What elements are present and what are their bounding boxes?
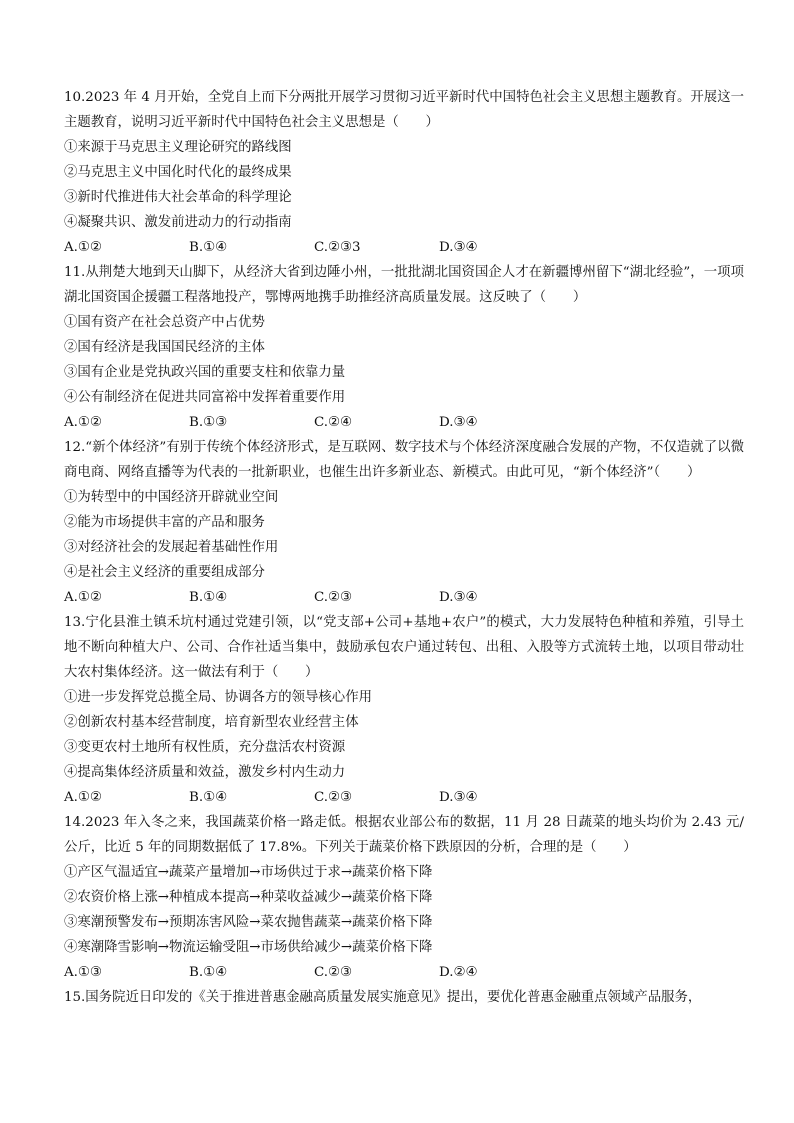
option-2: ②国有经济是我国国民经济的主体 (64, 340, 265, 355)
choice-a: A.①② (64, 415, 102, 430)
option-2: ②能为市场提供丰富的产品和服务 (64, 515, 265, 530)
option-1: ①产区气温适宜→蔬菜产量增加→市场供过于求→蔬菜价格下降 (64, 865, 433, 880)
choice-a: A.①③ (64, 965, 102, 980)
option-3: ③变更农村土地所有权性质，充分盘活农村资源 (64, 740, 346, 755)
option-2: ②马克思主义中国化时代化的最终成果 (64, 165, 292, 180)
option-4: ④是社会主义经济的重要组成部分 (64, 565, 265, 580)
choice-b: B.①④ (189, 790, 228, 805)
option-3: ③新时代推进伟大社会革命的科学理论 (64, 190, 292, 205)
choice-c: C.②④ (314, 415, 353, 430)
option-1: ①来源于马克思主义理论研究的路线图 (64, 140, 292, 155)
option-2: ②创新农村基本经营制度，培育新型农业经营主体 (64, 715, 359, 730)
question-11 (64, 260, 744, 435)
choice-d: D.③④ (439, 790, 478, 805)
choice-a: A.①② (64, 240, 102, 255)
choice-a: A.①② (64, 590, 102, 605)
option-4: ④公有制经济在促进共同富裕中发挥着重要作用 (64, 390, 346, 405)
question-13 (64, 610, 744, 810)
choice-c: C.②③ (314, 965, 353, 980)
question-12 (64, 435, 744, 610)
choice-b: B.①④ (189, 590, 228, 605)
choice-d: D.③④ (439, 240, 478, 255)
question-14 (64, 810, 744, 985)
question-stem: 13.宁化县淮土镇禾坑村通过党建引领，以“党支部+公司+基地+农户”的模式，大力发展特色种植和养殖，引导土地不断向种植大户、公司、合作社适当集中，鼓励承包农户通过转包、出租、入股等方式流转土地，以项目带动壮大农村集体经济。这一做法有利于（ ） (64, 615, 744, 680)
question-15 (64, 985, 744, 1010)
question-stem: 11.从荆楚大地到天山脚下，从经济大省到边陲小州，一批批湖北国资国企人才在新疆博州留下“湖北经验”，一项项湖北国资国企援疆工程落地投产，鄂博两地携手助推经济高质量发展。这反映了（ ） (64, 265, 744, 305)
choice-c: C.②③ (314, 590, 353, 605)
option-1: ①国有资产在社会总资产中占优势 (64, 315, 265, 330)
answer-choices (64, 235, 744, 260)
choice-b: B.①④ (189, 965, 228, 980)
answer-choices (64, 960, 744, 985)
choice-b: B.①③ (189, 415, 228, 430)
option-1: ①为转型中的中国经济开辟就业空间 (64, 490, 279, 505)
question-stem: 14.2023 年入冬之来，我国蔬菜价格一路走低。根据农业部公布的数据，11 月 28 日蔬菜的地头均价为 2.43 元/公斤，比近 5 年的同期数据低了 17.8%。下列关于蔬菜价格下跌原因的分析，合理的是（ ） (64, 815, 744, 855)
choice-a: A.①② (64, 790, 102, 805)
question-stem: 10.2023 年 4 月开始，全党自上而下分两批开展学习贯彻习近平新时代中国特色社会主义思想主题教育。开展这一主题教育，说明习近平新时代中国特色社会主义思想是（ ） (64, 90, 744, 130)
option-3: ③寒潮预警发布→预期冻害风险→菜农抛售蔬菜→蔬菜价格下降 (64, 915, 433, 930)
option-3: ③对经济社会的发展起着基础性作用 (64, 540, 279, 555)
option-4: ④凝聚共识、激发前进动力的行动指南 (64, 215, 292, 230)
choice-c: C.②③ (314, 790, 353, 805)
answer-choices (64, 585, 744, 610)
option-4: ④寒潮降雪影响→物流运输受阻→市场供给减少→蔬菜价格下降 (64, 940, 433, 955)
question-stem: 12.“新个体经济”有别于传统个体经济形式，是互联网、数字技术与个体经济深度融合发展的产物，不仅造就了以微商电商、网络直播等为代表的一批新职业，也催生出许多新业态、新模式。由此可见，“新个体经济”（ ） (64, 440, 744, 480)
choice-b: B.①④ (189, 240, 228, 255)
option-1: ①进一步发挥党总揽全局、协调各方的领导核心作用 (64, 690, 372, 705)
question-stem: 15.国务院近日印发的《关于推进普惠金融高质量发展实施意见》提出，要优化普惠金融重点领域产品服务， (64, 990, 702, 1005)
choice-d: D.②④ (439, 965, 478, 980)
choice-d: D.③④ (439, 415, 478, 430)
answer-choices (64, 410, 744, 435)
question-10 (64, 85, 744, 260)
option-4: ④提高集体经济质量和效益，激发乡村内生动力 (64, 765, 346, 780)
answer-choices (64, 785, 744, 810)
option-2: ②农资价格上涨→种植成本提高→种菜收益减少→蔬菜价格下降 (64, 890, 433, 905)
choice-d: D.③④ (439, 590, 478, 605)
choice-c: C.②③3 (314, 240, 361, 255)
option-3: ③国有企业是党执政兴国的重要支柱和依靠力量 (64, 365, 346, 380)
exam-page (64, 85, 744, 1010)
